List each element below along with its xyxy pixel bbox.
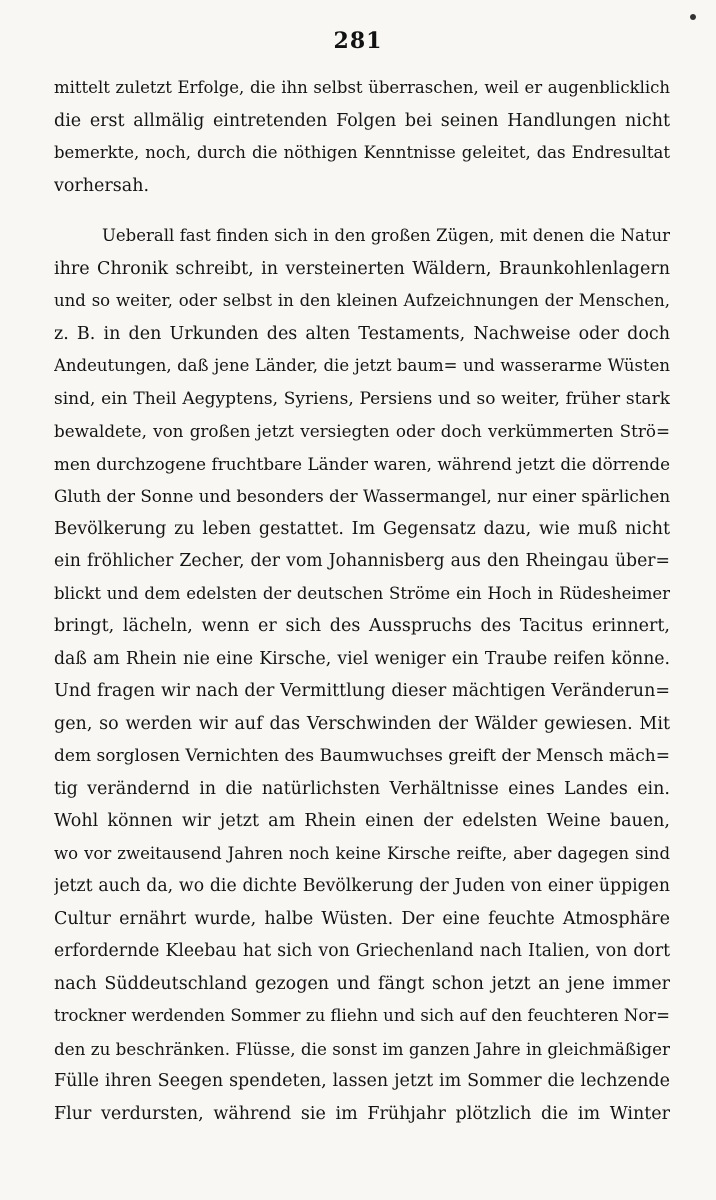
text-line: vorhersah. — [54, 175, 150, 196]
text-line: bringt, lächeln, wenn er sich des Ausspruchs des Tacitus erinnert, — [54, 616, 670, 636]
text-line: z. B. in den Urkunden des alten Testaments, Nachweise oder doch — [54, 323, 670, 344]
text-line: ein fröhlicher Zecher, der vom Johannisberg aus den Rheingau über= — [54, 551, 670, 571]
text-line: bewaldete, von großen jetzt versiegten oder doch verkümmerten Strö= — [54, 421, 670, 441]
text-line: blickt und dem edelsten der deutschen Ströme ein Hoch in Rüdesheimer — [54, 583, 670, 603]
text-line: mittelt zuletzt Erfolge, die ihn selbst überraschen, weil er augenblicklich — [54, 78, 670, 97]
text-line: Bevölkerung zu leben gestattet. Im Gegensatz dazu, wie muß nicht — [54, 518, 670, 539]
text-line: und so weiter, oder selbst in den kleinen Aufzeichnungen der Menschen, — [54, 291, 670, 310]
text-line: Ueberall fast finden sich in den großen Zügen, mit denen die Natur — [102, 226, 670, 245]
text-line: Cultur ernährt wurde, halbe Wüsten. Der eine feuchte Atmosphäre — [54, 908, 670, 929]
text-line: Flur verdursten, während sie im Frühjahr plötzlich die im Winter — [54, 1103, 670, 1124]
page-number: 281 — [333, 28, 383, 54]
text-line: die erst allmälig eintretenden Folgen bei seinen Handlungen nicht — [54, 110, 670, 131]
text-line: Andeutungen, daß jene Länder, die jetzt baum= und wasserarme Wüsten — [54, 356, 670, 375]
text-line: tig verändernd in die natürlichsten Verhältnisse eines Landes ein. — [54, 778, 670, 799]
text-line: Wohl können wir jetzt am Rhein einen der edelsten Weine bauen, — [54, 811, 670, 831]
text-line: men durchzogene fruchtbare Länder waren, während jetzt die dörrende — [54, 453, 670, 474]
text-line: trockner werdenden Sommer zu fliehn und sich auf den feuchteren Nor= — [54, 1006, 670, 1025]
text-line: Gluth der Sonne und besonders der Wassermangel, nur einer spärlichen — [54, 486, 670, 506]
text-line: jetzt auch da, wo die dichte Bevölkerung der Juden von einer üppigen — [54, 876, 670, 896]
paragraph-2 — [54, 220, 670, 1130]
text-line: bemerkte, noch, durch die nöthigen Kenntnisse geleitet, das Endresultat — [54, 143, 670, 162]
text-line: nach Süddeutschland gezogen und fängt schon jetzt an jene immer — [54, 973, 670, 994]
text-line: wo vor zweitausend Jahren noch keine Kirsche reifte, aber dagegen sind — [54, 843, 670, 863]
paragraph-1 — [54, 72, 670, 202]
text-line: daß am Rhein nie eine Kirsche, viel weniger ein Traube reifen könne. — [54, 648, 670, 669]
text-line: Und fragen wir nach der Vermittlung dieser mächtigen Veränderun= — [54, 681, 670, 701]
ink-speck — [690, 14, 696, 20]
text-line: gen, so werden wir auf das Verschwinden der Wälder gewiesen. Mit — [54, 713, 670, 734]
text-line: erfordernde Kleebau hat sich von Griechenland nach Italien, von dort — [54, 941, 670, 961]
text-line: sind, ein Theil Aegyptens, Syriens, Persiens und so weiter, früher stark — [54, 388, 670, 409]
text-line: dem sorglosen Vernichten des Baumwuchses greift der Mensch mäch= — [54, 746, 670, 766]
text-line: Fülle ihren Seegen spendeten, lassen jetzt im Sommer die lechzende — [54, 1071, 670, 1091]
text-line: den zu beschränken. Flüsse, die sonst im ganzen Jahre in gleichmäßiger — [54, 1038, 670, 1059]
text-line: ihre Chronik schreibt, in versteinerten Wäldern, Braunkohlenlagern — [54, 258, 670, 279]
